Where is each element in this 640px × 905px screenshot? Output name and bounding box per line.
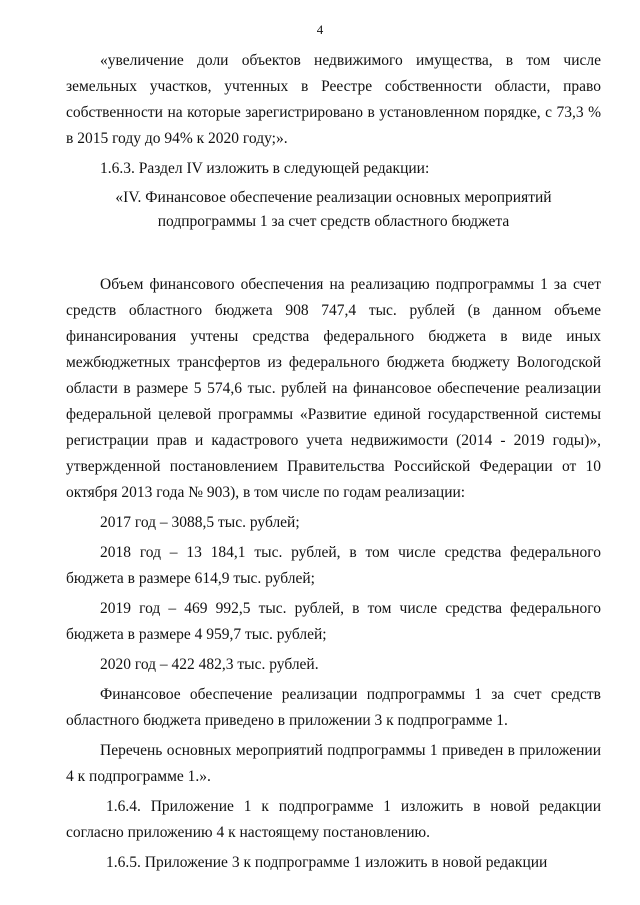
section-heading-line-2: подпрограммы 1 за счет средств областного бюджета [157, 213, 510, 230]
paragraph-year-2020: 2020 год – 422 482,3 тыс. рублей. [100, 656, 319, 673]
paragraph-year-2017: 2017 год – 3088,5 тыс. рублей; [100, 514, 300, 531]
paragraph-volume: Объем финансового обеспечения на реализацию подпрограммы 1 за счет средств областного бюджета 908 747,4 тыс. рублей (в данном объеме финансирования учтены средства федерального бюджета в виде иных межбюджетных трансфертов из федерального бюджета бюджету Вологодской области в размере 5 574,6 тыс. рублей на финансовое обеспечение реализации федеральной целевой программы «Развитие единой государственной системы регистрации прав и кадастрового учета недвижимости (2014 - 2019 годы)», утвержденной постановлением Правительства Российской Федерации от 10 октября 2013 года № 903), в том числе по годам реализации: [66, 276, 601, 501]
page-number: 4 [316, 22, 324, 37]
paragraph-item-1-6-5: 1.6.5. Приложение 3 к подпрограмме 1 изложить в новой редакции [106, 854, 548, 871]
paragraph-list-appendix: Перечень основных мероприятий подпрограммы 1 приведен в приложении 4 к подпрограмме 1.». [66, 742, 601, 785]
document-body [66, 48, 601, 880]
section-heading-line-1: «IV. Финансовое обеспечение реализации основных мероприятий [115, 189, 552, 206]
paragraph-item-1-6-4: 1.6.4. Приложение 1 к подпрограмме 1 изложить в новой редакции согласно приложению 4 к настоящему постановлению. [66, 798, 601, 841]
paragraph-year-2018: 2018 год – 13 184,1 тыс. рублей, в том числе средства федерального бюджета в размере 614,9 тыс. рублей; [66, 544, 601, 587]
section-heading [66, 186, 601, 234]
paragraph-quote-end: «увеличение доли объектов недвижимого имущества, в том числе земельных участков, учтенных в Реестре собственности области, право собственности на которые зарегистрировано в установленном порядке, с 73,3 % в 2015 году до 94% к 2020 году;». [66, 52, 601, 147]
paragraph-year-2019: 2019 год – 469 992,5 тыс. рублей, в том числе средства федерального бюджета в размере 4 959,7 тыс. рублей; [66, 600, 601, 643]
paragraph-item-1-6-3: 1.6.3. Раздел IV изложить в следующей редакции: [100, 160, 430, 177]
paragraph-financing-appendix: Финансовое обеспечение реализации подпрограммы 1 за счет средств областного бюджета приведено в приложении 3 к подпрограмме 1. [66, 686, 601, 729]
